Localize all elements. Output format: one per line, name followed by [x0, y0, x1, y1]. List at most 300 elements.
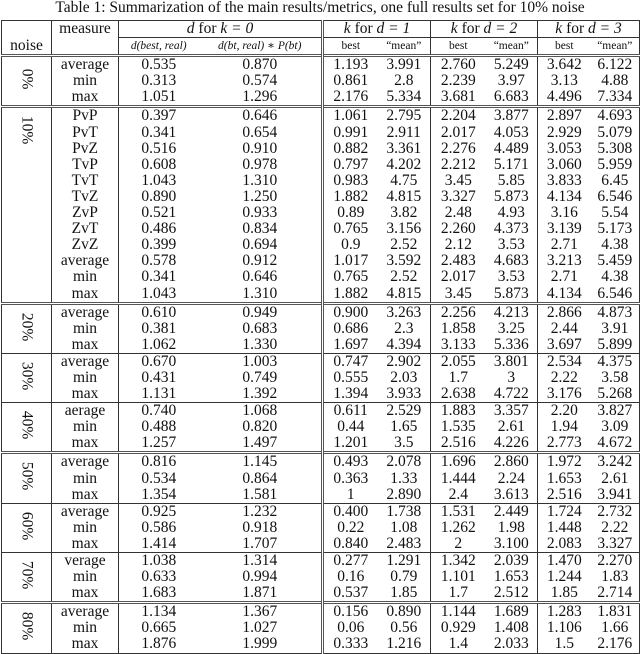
- noise-level-cell: [2, 453, 52, 503]
- value-cell: 3.45: [431, 173, 486, 189]
- table-row: [2, 89, 640, 107]
- value-cell: 2.8: [394, 73, 414, 90]
- table-row: [2, 221, 640, 237]
- table-caption: Table 1: Summarization of the main results/metrics, one full results set for 10% noise: [55, 0, 585, 16]
- value-cell: 5.899: [591, 337, 640, 354]
- value-cell: 1: [323, 487, 378, 504]
- measure-cell: max: [52, 386, 119, 403]
- value-cell: 1.738: [378, 503, 431, 520]
- measure-cell: min: [52, 471, 119, 487]
- value-cell: 2.276: [431, 141, 486, 157]
- measure-cell: average: [52, 303, 119, 321]
- value-cell: 4.38: [591, 237, 640, 253]
- value-cell: 3.242: [591, 453, 640, 471]
- value-cell: 3.801: [486, 353, 538, 370]
- value-cell: 4.496: [538, 89, 591, 107]
- table-row: [2, 536, 640, 553]
- noise-level-cell: [2, 403, 52, 453]
- value-cell: 0.156: [323, 603, 378, 621]
- value-cell: 1.414: [119, 536, 199, 553]
- value-cell: 3.833: [538, 173, 591, 189]
- table-row: [2, 487, 640, 504]
- value-cell: 2.204: [431, 107, 486, 125]
- value-cell: 1.068: [199, 403, 323, 420]
- value-cell: 2.270: [591, 553, 640, 570]
- header-noise: noise: [2, 38, 52, 56]
- value-cell: 1.310: [242, 285, 278, 302]
- value-cell: 0.9: [323, 237, 378, 253]
- noise-level-cell: [2, 56, 52, 107]
- measure-cell: TvT: [52, 173, 119, 189]
- value-cell: 0.740: [119, 403, 199, 420]
- table-row: [2, 205, 640, 221]
- value-cell: 1.101: [431, 569, 486, 585]
- table-row: [2, 386, 640, 403]
- value-cell: 2.176: [591, 636, 640, 653]
- value-cell: 1.061: [323, 107, 378, 125]
- value-cell: 1.08: [390, 519, 418, 536]
- noise-level-label: 20%: [18, 312, 36, 341]
- value-cell: 4.375: [591, 353, 640, 370]
- value-cell: 1.707: [242, 535, 278, 552]
- value-cell: 0.400: [323, 503, 378, 520]
- table-row: [2, 253, 640, 269]
- header-noise-blank: [2, 21, 52, 38]
- value-cell: 2.534: [538, 353, 591, 370]
- value-cell: 0.694: [242, 237, 278, 254]
- value-cell: 3.263: [378, 303, 431, 321]
- value-cell: 0.820: [242, 419, 278, 436]
- value-cell: 5.334: [386, 89, 422, 106]
- value-cell: 2.911: [386, 124, 421, 141]
- noise-level-cell: [2, 553, 52, 603]
- header-group-k-d3: k for d = 3: [538, 21, 640, 38]
- value-cell: 3.941: [591, 487, 640, 504]
- value-cell: 0.431: [119, 370, 199, 386]
- value-cell: 3.053: [538, 141, 591, 157]
- value-cell: 1.696: [431, 453, 486, 471]
- value-cell: 2.055: [431, 353, 486, 370]
- value-cell: 0.333: [323, 636, 378, 653]
- value-cell: 0.493: [323, 453, 378, 471]
- value-cell: 2.017: [431, 269, 486, 285]
- value-cell: 0.537: [323, 585, 378, 603]
- measure-cell: max: [52, 487, 119, 504]
- value-cell: 1.689: [486, 603, 538, 621]
- table-row: [2, 569, 640, 585]
- value-cell: 0.06: [323, 620, 378, 636]
- header-measure: measure: [52, 21, 119, 38]
- value-cell: 3.877: [486, 107, 538, 125]
- value-cell: 2.61: [497, 419, 525, 436]
- value-cell: 1.858: [431, 321, 486, 337]
- value-cell: 3.53: [497, 237, 525, 254]
- value-cell: 3.991: [378, 56, 431, 74]
- value-cell: 0.22: [323, 520, 378, 536]
- value-cell: 3.681: [431, 89, 486, 107]
- measure-cell: ZvT: [52, 221, 119, 237]
- value-cell: 3.133: [431, 337, 486, 354]
- value-cell: 1.367: [199, 603, 323, 621]
- value-cell: 2.516: [431, 435, 486, 453]
- value-cell: 1.392: [242, 386, 278, 403]
- value-cell: 4.226: [493, 435, 529, 452]
- value-cell: 0.983: [323, 173, 378, 189]
- table-row: [2, 603, 640, 621]
- value-cell: 2.256: [431, 303, 486, 321]
- value-cell: 5.173: [591, 221, 640, 237]
- value-cell: 1.33: [390, 470, 418, 487]
- value-cell: 1.027: [242, 620, 278, 637]
- value-cell: 2.897: [538, 107, 591, 125]
- value-cell: 1.653: [538, 471, 591, 487]
- noise-level-label: 70%: [18, 560, 36, 590]
- value-cell: 5.54: [591, 205, 640, 221]
- table-body: [2, 56, 640, 653]
- measure-cell: max: [52, 585, 119, 603]
- noise-level-label: 60%: [18, 511, 36, 540]
- value-cell: 0.925: [119, 503, 199, 520]
- value-cell: 2.483: [431, 253, 486, 269]
- table-row: [2, 321, 640, 337]
- value-cell: 4.213: [486, 303, 538, 321]
- table-row: [2, 453, 640, 471]
- header-sub-d-bt-real-p: d(bt, real) ∗ P(bt): [199, 38, 323, 56]
- value-cell: 2.24: [497, 470, 525, 487]
- measure-cell: max: [52, 337, 119, 354]
- measure-cell: max: [52, 435, 119, 453]
- value-cell: 3.139: [538, 221, 591, 237]
- header-group-k-d1: k for d = 1: [323, 21, 431, 38]
- value-cell: 0.882: [323, 141, 378, 157]
- value-cell: 1.882: [323, 189, 378, 205]
- value-cell: 1.4: [431, 636, 486, 653]
- value-cell: 3.53: [497, 269, 525, 286]
- value-cell: 6.122: [591, 56, 640, 74]
- value-cell: 2.239: [431, 73, 486, 89]
- noise-level-label: 10%: [18, 116, 36, 145]
- header-sub-d2-mean: “mean”: [486, 38, 538, 56]
- value-cell: 2.48: [431, 205, 486, 221]
- measure-cell: ZvP: [52, 205, 119, 221]
- value-cell: 1.131: [119, 386, 199, 403]
- value-cell: 0.555: [323, 370, 378, 386]
- value-cell: 0.747: [323, 353, 378, 370]
- value-cell: 1.98: [497, 519, 525, 536]
- value-cell: 0.89: [323, 205, 378, 221]
- noise-level-cell: [2, 107, 52, 303]
- value-cell: 1.66: [591, 620, 640, 636]
- value-cell: 2.638: [431, 386, 486, 403]
- value-cell: 0.765: [323, 269, 378, 285]
- value-cell: 1.883: [431, 403, 486, 420]
- value-cell: 0.521: [119, 205, 199, 221]
- value-cell: 1.470: [538, 553, 591, 570]
- measure-cell: min: [52, 73, 119, 89]
- value-cell: 7.334: [591, 89, 640, 107]
- value-cell: 2.20: [538, 403, 591, 420]
- value-cell: 5.079: [591, 125, 640, 141]
- results-table: [1, 20, 640, 654]
- measure-cell: min: [52, 520, 119, 536]
- value-cell: 3.613: [493, 486, 529, 503]
- value-cell: 2.176: [323, 89, 378, 107]
- table-row: [2, 503, 640, 520]
- value-cell: 1.697: [323, 337, 378, 354]
- value-cell: 1.85: [538, 585, 591, 603]
- value-cell: 5.249: [486, 56, 538, 74]
- value-cell: 0.670: [119, 353, 199, 370]
- value-cell: 2.4: [431, 487, 486, 504]
- table-row: [2, 520, 640, 536]
- header-sub-d-best-real: d(best, real): [119, 38, 199, 56]
- measure-cell: min: [52, 569, 119, 585]
- value-cell: 2.773: [538, 435, 591, 453]
- value-cell: 2.212: [431, 157, 486, 173]
- value-cell: 2.017: [431, 125, 486, 141]
- value-cell: 1.871: [242, 585, 278, 602]
- value-cell: 1.7: [431, 370, 486, 386]
- value-cell: 1.83: [591, 569, 640, 585]
- value-cell: 1.531: [431, 503, 486, 520]
- value-cell: 3.361: [386, 140, 422, 157]
- value-cell: 3.176: [538, 386, 591, 403]
- value-cell: 2.512: [493, 585, 529, 602]
- value-cell: 3.100: [493, 535, 529, 552]
- table-row: [2, 189, 640, 205]
- value-cell: 5.171: [493, 156, 529, 173]
- value-cell: 0.994: [242, 569, 278, 586]
- value-cell: 2.22: [538, 370, 591, 386]
- value-cell: 4.373: [493, 221, 529, 238]
- value-cell: 3.642: [538, 56, 591, 74]
- measure-cell: average: [52, 453, 119, 471]
- value-cell: 2.52: [390, 269, 418, 286]
- value-cell: 5.268: [591, 386, 640, 403]
- value-cell: 1.257: [119, 435, 199, 453]
- value-cell: 1.145: [199, 453, 323, 471]
- value-cell: 3.58: [591, 370, 640, 386]
- value-cell: 6.45: [591, 173, 640, 189]
- value-cell: 0.978: [242, 156, 278, 173]
- header-sub-d1-best: best: [323, 38, 378, 56]
- value-cell: 3.97: [497, 73, 525, 90]
- measure-cell: ZvZ: [52, 237, 119, 253]
- value-cell: 2.033: [486, 636, 538, 653]
- value-cell: 2.083: [538, 536, 591, 553]
- value-cell: 1.94: [538, 419, 591, 435]
- header-sub-d1-mean: “mean”: [378, 38, 431, 56]
- value-cell: 2.760: [431, 56, 486, 74]
- table-row: [2, 73, 640, 89]
- value-cell: 5.308: [591, 141, 640, 157]
- table-row: [2, 353, 640, 370]
- value-cell: 1.5: [538, 636, 591, 653]
- value-cell: 2.03: [390, 369, 418, 386]
- value-cell: 3.060: [538, 157, 591, 173]
- value-cell: 1.653: [493, 569, 529, 586]
- value-cell: 1.283: [538, 603, 591, 621]
- value-cell: 4.88: [591, 73, 640, 89]
- noise-level-cell: [2, 303, 52, 353]
- value-cell: 1.051: [119, 89, 199, 107]
- value-cell: 4.683: [493, 253, 529, 270]
- value-cell: 1.342: [431, 553, 486, 570]
- value-cell: 3.5: [394, 435, 414, 452]
- value-cell: 1.017: [323, 253, 378, 269]
- value-cell: 0.864: [242, 470, 278, 487]
- value-cell: 0.535: [119, 56, 199, 74]
- value-cell: 2.732: [591, 503, 640, 520]
- table-row: [2, 286, 640, 304]
- value-cell: 2.71: [538, 237, 591, 253]
- measure-cell: min: [52, 269, 119, 285]
- value-cell: 1.354: [119, 487, 199, 504]
- value-cell: 1.999: [199, 636, 323, 653]
- value-cell: 0.277: [323, 553, 378, 570]
- table-row: [2, 56, 640, 74]
- value-cell: 1.7: [431, 585, 486, 603]
- value-cell: 6.546: [591, 189, 640, 205]
- table-row: [2, 403, 640, 420]
- table-row: [2, 620, 640, 636]
- header-sub-d3-mean: “mean”: [591, 38, 640, 56]
- noise-level-label: 30%: [18, 361, 36, 391]
- table-row: [2, 269, 640, 285]
- value-cell: 4.394: [386, 336, 422, 353]
- value-cell: 1.85: [390, 585, 418, 602]
- value-cell: 1.724: [538, 503, 591, 520]
- noise-level-label: 80%: [18, 612, 36, 641]
- value-cell: 3.156: [386, 221, 422, 238]
- value-cell: 1.144: [431, 603, 486, 621]
- value-cell: 4.38: [591, 269, 640, 285]
- value-cell: 0.608: [119, 157, 199, 173]
- value-cell: 4.053: [493, 124, 529, 141]
- measure-cell: aerage: [52, 403, 119, 420]
- header-measure-blank: [52, 38, 119, 56]
- value-cell: 0.683: [242, 320, 278, 337]
- value-cell: 1.043: [119, 286, 199, 304]
- measure-cell: max: [52, 286, 119, 304]
- value-cell: 4.134: [538, 286, 591, 304]
- table-row: [2, 636, 640, 653]
- value-cell: 0.574: [242, 73, 278, 90]
- value-cell: 4.134: [538, 189, 591, 205]
- value-cell: 0.900: [323, 303, 378, 321]
- table-row: [2, 471, 640, 487]
- value-cell: 0.44: [323, 419, 378, 435]
- value-cell: 0.949: [199, 303, 323, 321]
- value-cell: 4.202: [386, 156, 422, 173]
- value-cell: 1.408: [493, 620, 529, 637]
- value-cell: 1.497: [242, 435, 278, 452]
- header-sub-d3-best: best: [538, 38, 591, 56]
- value-cell: 1.232: [199, 503, 323, 520]
- measure-cell: min: [52, 370, 119, 386]
- value-cell: 3.16: [538, 205, 591, 221]
- value-cell: 0.488: [119, 419, 199, 435]
- value-cell: 0.912: [242, 253, 278, 270]
- value-cell: 0.654: [242, 124, 278, 141]
- value-cell: 1.062: [119, 337, 199, 354]
- table-row: [2, 419, 640, 435]
- value-cell: 0.929: [431, 620, 486, 636]
- value-cell: 0.399: [119, 237, 199, 253]
- value-cell: 0.341: [119, 269, 199, 285]
- table-row: [2, 553, 640, 570]
- value-cell: 3.91: [591, 321, 640, 337]
- value-cell: 2.529: [378, 403, 431, 420]
- value-cell: 0.933: [242, 205, 278, 222]
- value-cell: 0.665: [119, 620, 199, 636]
- value-cell: 6.683: [493, 89, 529, 106]
- value-cell: 0.397: [119, 107, 199, 125]
- measure-cell: average: [52, 503, 119, 520]
- value-cell: 2.902: [378, 353, 431, 370]
- value-cell: 1.193: [323, 56, 378, 74]
- value-cell: 2.52: [390, 237, 418, 254]
- value-cell: 0.381: [119, 321, 199, 337]
- value-cell: 4.75: [390, 172, 418, 189]
- value-cell: 0.765: [323, 221, 378, 237]
- value-cell: 4.815: [386, 188, 422, 205]
- value-cell: 1.038: [119, 553, 199, 570]
- value-cell: 5.959: [591, 157, 640, 173]
- value-cell: 0.646: [242, 269, 278, 286]
- value-cell: 1.330: [242, 336, 278, 353]
- value-cell: 2.866: [538, 303, 591, 321]
- value-cell: 3.45: [431, 286, 486, 304]
- value-cell: 0.686: [323, 321, 378, 337]
- value-cell: 1.003: [199, 353, 323, 370]
- measure-cell: average: [52, 253, 119, 269]
- value-cell: 1.831: [591, 603, 640, 621]
- value-cell: 1.134: [119, 603, 199, 621]
- value-cell: 1.581: [242, 486, 278, 503]
- value-cell: 0.586: [119, 520, 199, 536]
- measure-cell: average: [52, 56, 119, 74]
- value-cell: 4.672: [591, 435, 640, 453]
- value-cell: 1.244: [538, 569, 591, 585]
- measure-cell: max: [52, 636, 119, 653]
- measure-cell: min: [52, 419, 119, 435]
- value-cell: 4.93: [497, 205, 525, 222]
- value-cell: 2.61: [591, 471, 640, 487]
- value-cell: 2.039: [486, 553, 538, 570]
- value-cell: 2.078: [378, 453, 431, 471]
- value-cell: 3.697: [538, 337, 591, 354]
- measure-cell: average: [52, 353, 119, 370]
- value-cell: 1.106: [538, 620, 591, 636]
- value-cell: 2.71: [538, 269, 591, 285]
- value-cell: 1.043: [119, 173, 199, 189]
- value-cell: 1.972: [538, 453, 591, 471]
- table-row: [2, 107, 640, 125]
- value-cell: 2.929: [538, 125, 591, 141]
- table-row: [2, 435, 640, 453]
- header-group-d-k0: d for k = 0: [119, 21, 323, 38]
- table-row: [2, 125, 640, 141]
- table-row: [2, 173, 640, 189]
- value-cell: 0.341: [119, 125, 199, 141]
- value-cell: 1.216: [378, 636, 431, 653]
- value-cell: 0.749: [242, 369, 278, 386]
- measure-cell: min: [52, 620, 119, 636]
- value-cell: 4.693: [591, 107, 640, 125]
- noise-level-cell: [2, 503, 52, 552]
- noise-level-label: 0%: [18, 68, 36, 90]
